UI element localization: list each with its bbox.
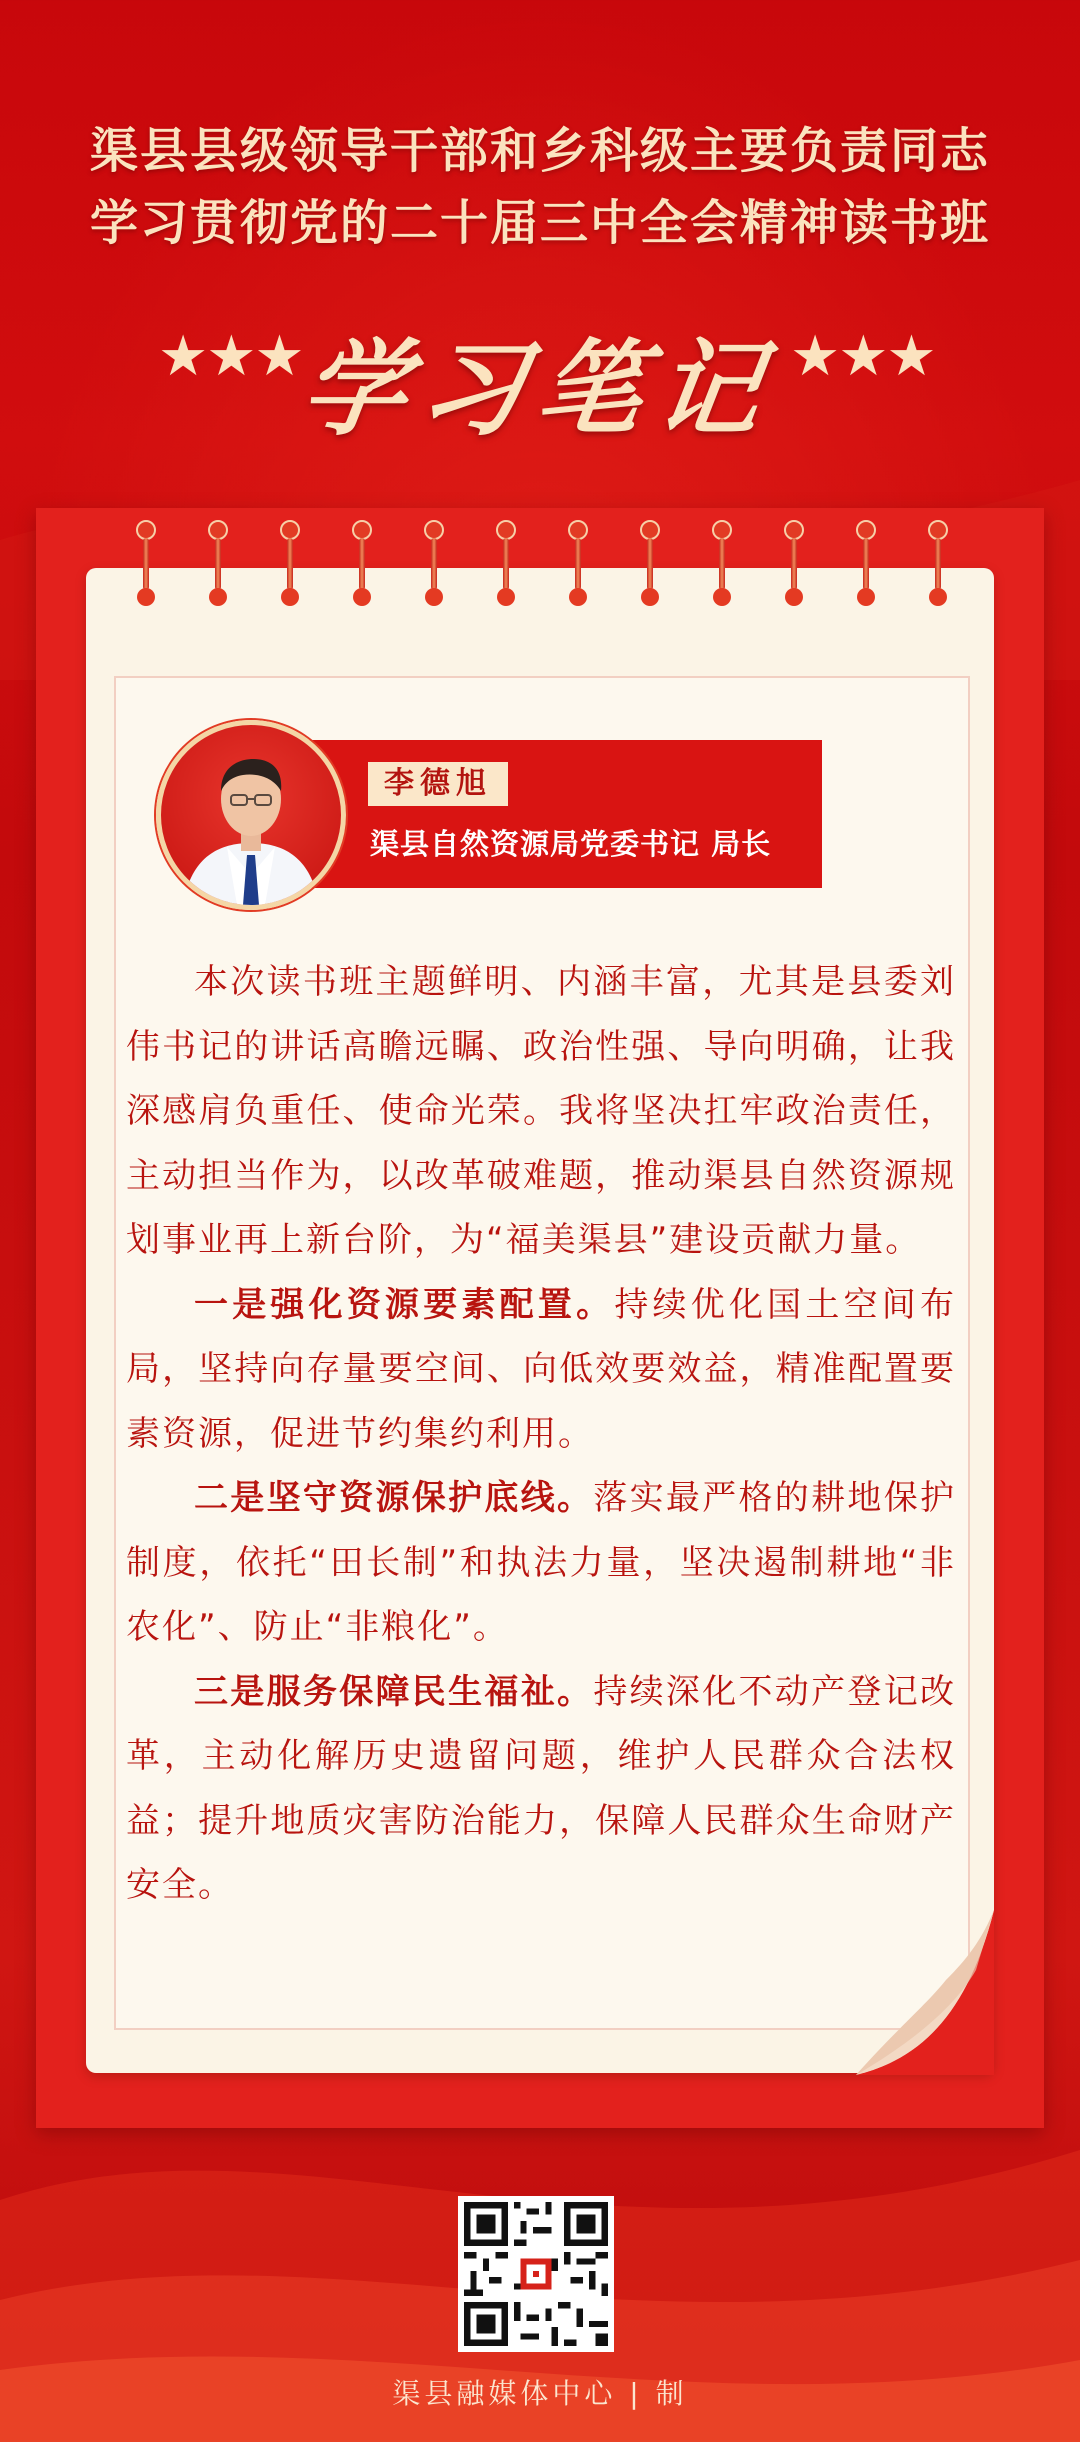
point-2-text: 落实最严格的耕地保护制度，依托“田长制”和执法力量，坚决遏制耕地“非农化”、防止“非粮化”。 [126,1478,957,1647]
point-3-text: 持续深化不动产登记改革，主动化解历史遗留问题，维护人民群众合法权益；提升地质灾害防治能力，保障人民群众生命财产安全。 [126,1671,957,1905]
stars-right-icon: ★★★ [790,324,935,389]
point-1-text: 持续优化国土空间布局，坚持向存量要空间、向低效要效益，精准配置要素资源，促进节约集约利用。 [126,1284,957,1454]
article-body [126,950,956,1918]
article-point-2 [126,1466,956,1660]
person-portrait-icon [161,725,341,905]
subtitle-row [0,305,1080,450]
profile-name: 李德旭 [368,762,508,806]
subtitle-calligraphy: 学习笔记 [294,327,784,450]
page-title-line2: 学习贯彻党的二十届三中全会精神读书班 [89,195,990,251]
avatar [156,720,346,910]
point-3-title: 三是服务保障民生福祉。 [194,1671,594,1712]
footer-credit: 渠县融媒体中心 | 制 [392,2377,688,2410]
article-point-3 [126,1660,956,1918]
qr-code-icon[interactable] [458,2196,614,2352]
stars-left-icon: ★★★ [158,324,303,389]
point-1-title: 一是强化资源要素配置。 [194,1284,615,1325]
point-2-title: 二是坚守资源保护底线。 [194,1478,594,1518]
article-point-1 [126,1273,956,1467]
article-intro: 本次读书班主题鲜明、内涵丰富，尤其是县委刘伟书记的讲话高瞻远瞩、政治性强、导向明确，让我深感肩负重任、使命光荣。我将坚决扛牢政治责任，主动担当作为，以改革破难题，推动渠县自然资源规划事业再上新台阶，为“福美渠县”建设贡献力量。 [126,962,956,1260]
profile-role: 渠县自然资源局党委书记 局长 [370,827,772,861]
binder-rings [0,520,1080,620]
page-title-line1: 渠县县级领导干部和乡科级主要负责同志 [89,123,990,179]
page-curl-icon [856,1910,996,2075]
